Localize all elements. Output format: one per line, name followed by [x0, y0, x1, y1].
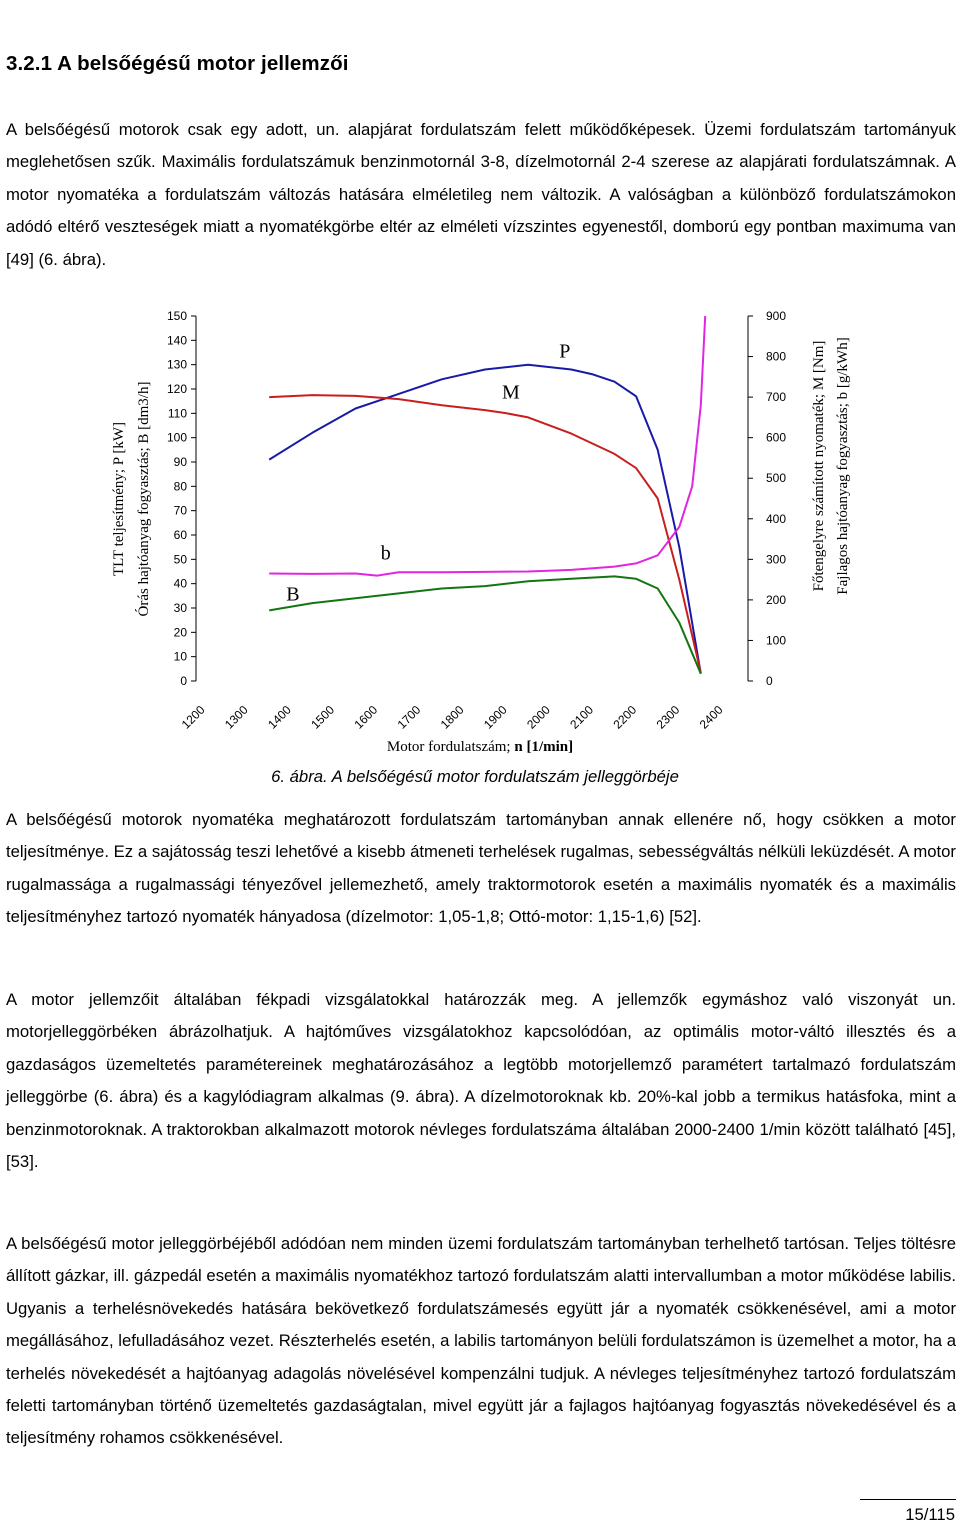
x-axis-label: Motor fordulatszám; n [1/min] [386, 739, 574, 755]
x-tick-label: 2200 [610, 702, 640, 732]
right-tick-label: 400 [766, 511, 787, 526]
left-tick-label: 140 [166, 333, 187, 348]
curve-label-P: P [559, 340, 571, 363]
right-tick-label: 100 [766, 633, 787, 648]
curve-label-B: B [286, 583, 300, 606]
x-tick-label: 1400 [265, 702, 294, 732]
left-tick-label: 0 [180, 674, 187, 688]
x-tick-label: 1200 [178, 702, 208, 732]
x-tick-label: 1900 [480, 702, 510, 732]
curve-label-b: b [380, 542, 391, 565]
paragraph-intro: A belsőégésű motorok csak egy adott, un. alapjárat fordulatszám felett működőképesek. Üzemi fordulatszám tartományuk meglehetősen szűk. Maximális fordulatszámuk benzinmotornál 3-8, dízelmotornál 2-4 szerese az alapjárati fordulatszámnak. A motor nyomatéka a fordulatszám változás hatására elméletileg nem változik. A valóságban a különböző fordulatszámokon adódó eltérő veszteségek miatt a nyomatékgörbe eltér az elméleti vízszintes egyenestől, domború egy pontban maximuma van [49] (6. ábra). [6, 120, 956, 269]
left-tick-label: 30 [173, 601, 187, 615]
x-tick-label: 1500 [308, 702, 338, 732]
series-line-b [269, 316, 705, 576]
left-tick-label: 130 [166, 357, 187, 372]
x-tick-label: 2400 [696, 702, 726, 732]
left-tick-label: 70 [173, 503, 187, 518]
figure-caption [0, 764, 960, 790]
series-line-B [269, 576, 701, 673]
left-tick-label: 90 [173, 455, 187, 469]
x-tick-label: 1800 [437, 702, 467, 732]
x-tick-label: 1700 [394, 702, 424, 732]
left-axis-label-power: TLT teljesítmény; P [kW] [111, 421, 127, 577]
left-tick-label: 40 [173, 576, 187, 591]
left-tick-label: 80 [173, 479, 187, 494]
x-tick-label: 2000 [524, 702, 553, 732]
right-axis-label-torque: Főtengelyre számított nyomaték; M [Nm] [811, 340, 827, 592]
figure-caption-text: 6. ábra. A belsőégésű motor fordulatszám jelleggörbéje [271, 767, 679, 786]
x-tick-label: 2100 [567, 702, 597, 732]
x-tick-label: 1300 [221, 702, 251, 732]
left-tick-label: 20 [173, 625, 187, 640]
engine-characteristic-chart [0, 300, 960, 765]
section-heading: 3.2.1 A belsőégésű motor jellemzői [6, 52, 349, 75]
left-tick-label: 60 [173, 528, 187, 542]
right-tick-label: 800 [766, 349, 787, 364]
x-tick-label: 2300 [653, 702, 683, 732]
chart-series [269, 316, 705, 674]
left-tick-label: 10 [173, 649, 187, 664]
x-tick-label: 1600 [351, 702, 381, 732]
left-tick-label: 100 [166, 430, 187, 445]
chart-annotations [286, 340, 570, 605]
left-tick-label: 120 [166, 382, 187, 396]
left-tick-label: 150 [166, 309, 187, 323]
right-tick-label: 0 [766, 674, 773, 688]
page-number: 15/115 [905, 1505, 955, 1524]
right-tick-label: 200 [766, 592, 787, 607]
series-line-M [269, 395, 701, 673]
right-tick-label: 500 [766, 471, 787, 486]
left-tick-label: 50 [173, 552, 187, 567]
chart-ticks [111, 309, 851, 755]
curve-label-M: M [502, 381, 520, 404]
left-tick-label: 110 [167, 406, 187, 421]
left-axis-label-hourly-consumption: Órás hajtóanyag fogyasztás; B [dm3/h] [136, 381, 152, 617]
footer-rule [860, 1499, 956, 1500]
right-tick-label: 900 [766, 309, 787, 323]
right-tick-label: 300 [766, 552, 787, 567]
paragraph-torque: A belsőégésű motorok nyomatéka meghatározott fordulatszám tartományban annak ellenére nő, hogy csökken a motor teljesítménye. Ez a sajátosság teszi lehetővé a kisebb átmeneti terhelések rugalmas, sebességváltás nélküli leküzdését. A motor rugalmassága a rugalmassági tényezővel jellemezhető, amely traktormotorok esetén a maximális nyomaték és a maximális teljesítményhez tartozó nyomaték hányadosa (dízelmotor: 1,05-1,8; Ottó-motor: 1,15-1,6) [52]. [6, 810, 956, 927]
right-axis-label-specific-consumption: Fajlagos hajtóanyag fogyasztás; b [g/kWh] [835, 337, 851, 595]
right-tick-label: 700 [766, 390, 787, 405]
paragraph-operation: A belsőégésű motor jelleggörbéjéből adódóan nem minden üzemi fordulatszám tartományban terhelhető tartósan. Teljes töltésre állított gázkar, ill. gázpedál esetén a maximális nyomatékhoz tartozó fordulatszám alatti intervallumban a motor működése labilis. Ugyanis a terhelésnövekedés hatására bekövetkező fordulatszámesés együtt jár a nyomaték csökkenésével, ami a motor megállásához, lefulladásához vezet. Részterhelés esetén, a labilis tartományon belüli fordulatszámon is üzemelhet a motor, ha a terhelés növekedését a hajtóanyag adagolás növelésével kompenzálni tudjuk. A névleges teljesítményhez tartozó fordulatszám feletti tartományban történő üzemeltetés gazdaságtalan, mivel együtt jár a fajlagos hajtóanyag fogyasztás növekedésével és a teljesítmény rohamos csökkenésével. [6, 1234, 956, 1448]
paragraph-measurement: A motor jellemzőit általában fékpadi vizsgálatokkal határozzák meg. A jellemzők egymáshoz való viszonyát un. motorjelleggörbéken ábrázolhatjuk. A hajtóműves vizsgálatokhoz kapcsolódóan, az optimális motor-váltó illesztés és a gazdaságos üzemeltetés paramétereinek meghatározásához a legtöbb motorjellemző paramétert tartalmazó fordulatszám jelleggörbe (6. ábra) és a kagylódiagram alkalmas (9. ábra). A dízelmotoroknak kb. 20%-kal jobb a termikus hatásfoka, mint a benzinmotoroknak. A traktorokban alkalmazott motorok névleges fordulatszáma általában 2000-2400 1/min között található [45], [53]. [6, 990, 956, 1172]
right-tick-label: 600 [766, 430, 787, 445]
chart-axes [196, 316, 748, 681]
